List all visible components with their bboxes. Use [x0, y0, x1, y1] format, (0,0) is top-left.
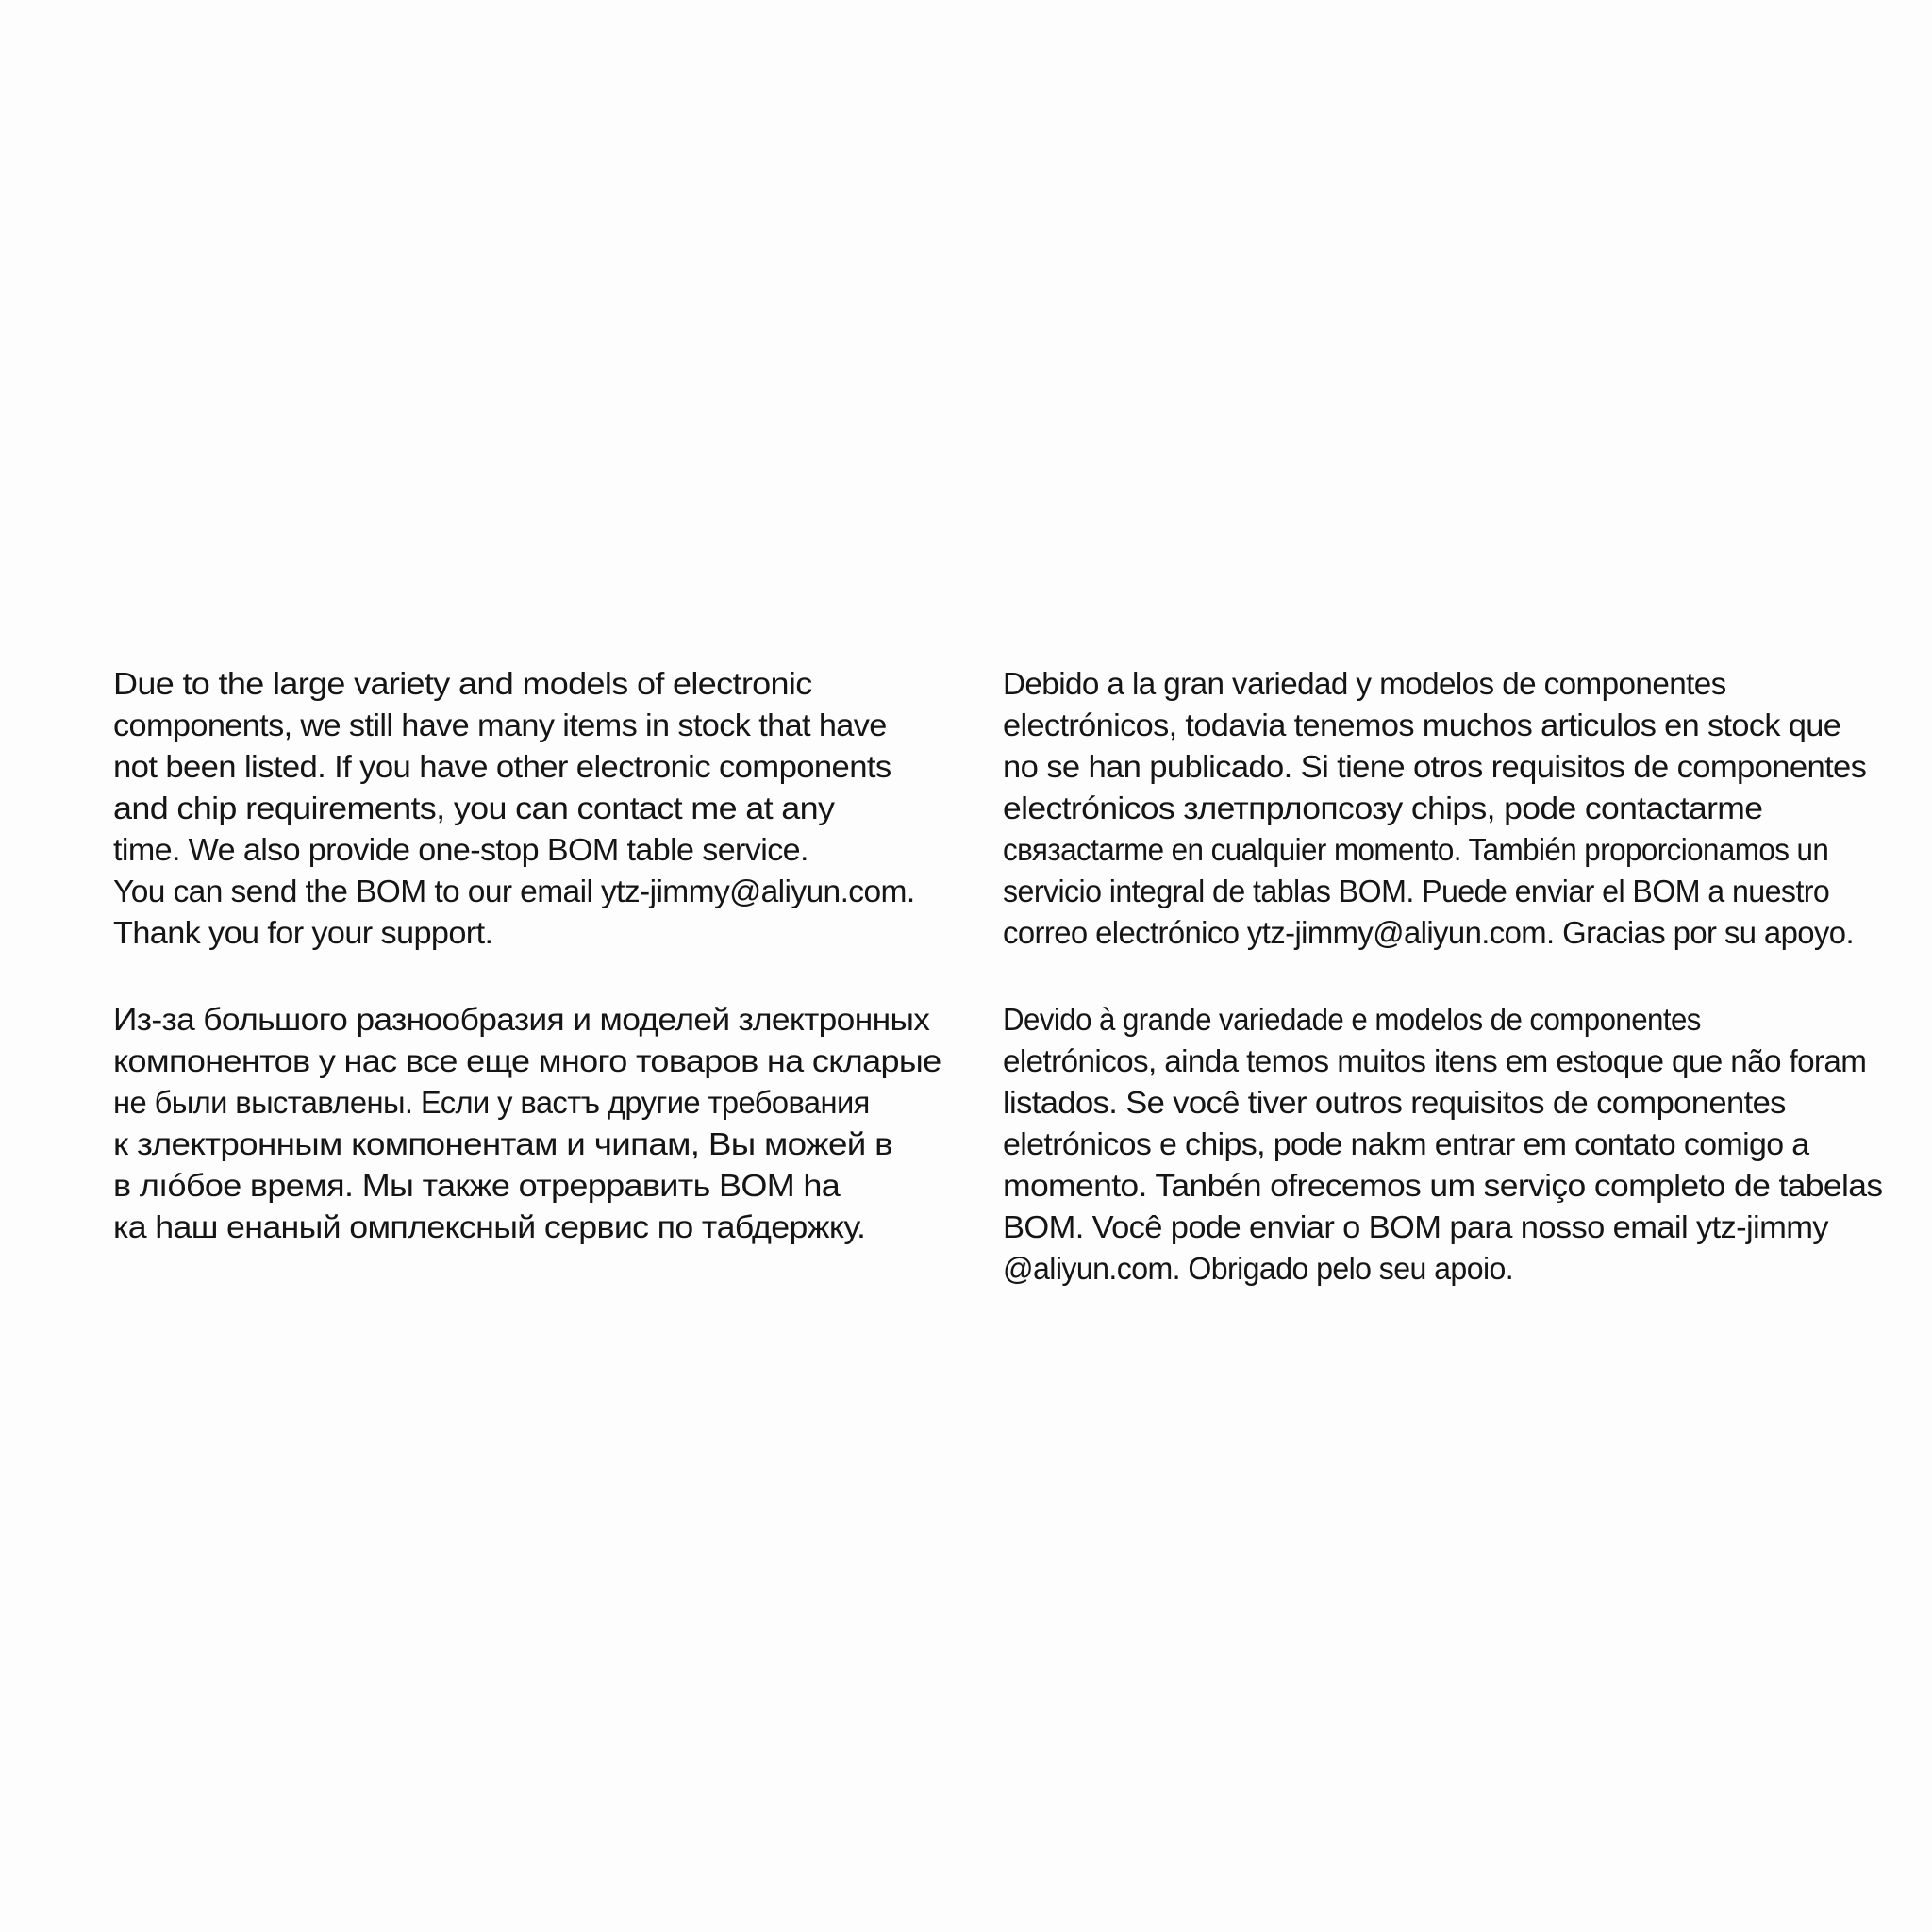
russian-line-2: компонентов у нас все еще много товаров на скларые	[113, 1043, 941, 1078]
russian-line-4: к злектронным компонентам и чипам, Вы можей в	[113, 1126, 893, 1161]
english-line-7: Thank you for your support.	[113, 915, 493, 950]
english-line-2: components, we still have many items in stock that have	[113, 708, 887, 742]
portuguese-line-2: eletrónicos, ainda temos muitos itens em estoque que não foram	[1003, 1043, 1867, 1078]
russian-line-1: Из-за большого разнообразия и моделей злектронных	[113, 1002, 930, 1037]
spanish-line-3: no se han publicado. Si tiene otros requisitos de componentes	[1003, 749, 1867, 784]
english-line-1: Due to the large variety and models of electronic	[113, 666, 812, 701]
spanish-line-2: electrónicos, todavia tenemos muchos articulos en stock que	[1003, 708, 1841, 742]
spanish-line-6: servicio integral de tablas BOM. Puede enviar el BOM a nuestro	[1003, 874, 1830, 908]
russian-line-6: ка hаш енаный омплексный сервис по тaбдержку.	[113, 1209, 866, 1244]
spanish-line-7: correo electrónico ytz-jimmy@aliyun.com. Gracias por su apoyo.	[1003, 915, 1854, 950]
portuguese-line-6: BOM. Você pode enviar o BOM para nosso email ytz-jimmy	[1003, 1209, 1828, 1244]
russian-line-3: не были выставлены. Если у вастъ другие требования	[113, 1085, 870, 1120]
portuguese-line-7: @aliyun.com. Obrigado pelo seu apoio.	[1003, 1251, 1514, 1286]
spanish-line-5: связactarme en cualquier momento. También proporcionamos un	[1003, 832, 1829, 867]
english-line-3: not been listed. If you have other electronic components	[113, 749, 891, 784]
spanish-line-1: Debido a la gran variedad y modelos de componentes	[1003, 666, 1726, 701]
english-line-5: time. We also provide one-stop BOM table service.	[113, 832, 808, 867]
portuguese-line-3: listados. Se você tiver outros requisitos de componentes	[1003, 1085, 1786, 1120]
russian-line-5: в лıóбое время. Мы также отрерравить BOM ha	[113, 1168, 841, 1203]
english-line-4: and chip requirements, you can contact me at any	[113, 791, 835, 825]
portuguese-line-4: eletrónicos e chips, pode nakm entrar em contato comigo a	[1003, 1126, 1809, 1161]
portuguese-line-1: Devido à grande variedade e modelos de componentes	[1003, 1002, 1701, 1037]
english-line-6: You can send the BOM to our email ytz-jimmy@aliyun.com.	[113, 874, 915, 908]
spanish-line-4: electrónicos злетпрлопсозу chips, pode contactarme	[1003, 791, 1763, 825]
portuguese-line-5: momento. Tanbén ofrecemos um serviço completo de tabelas	[1003, 1168, 1883, 1203]
